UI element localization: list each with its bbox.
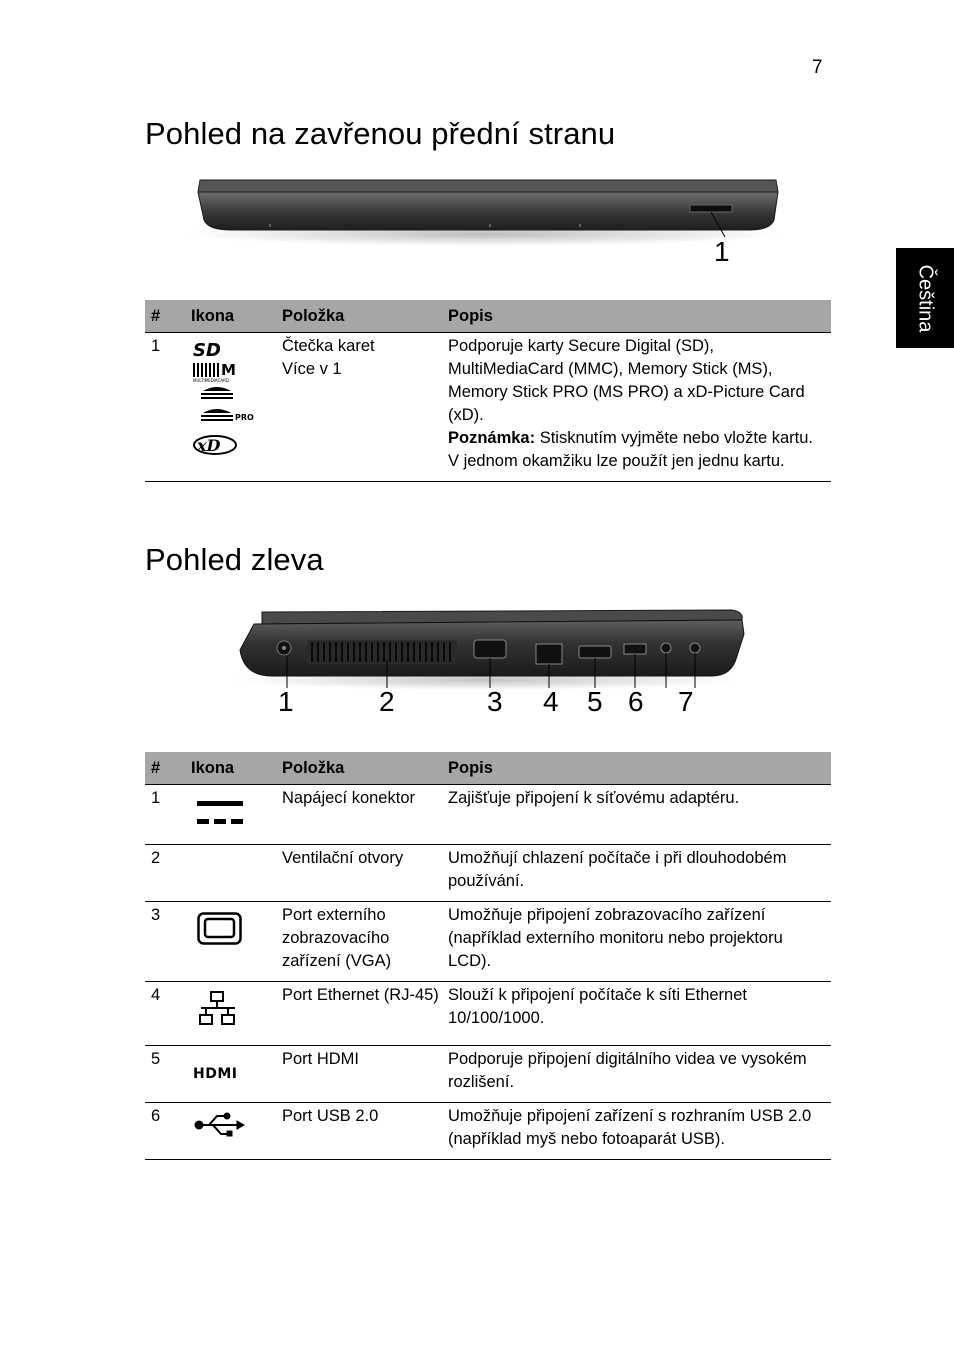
note-text: Stisknutím vyjměte nebo vložte kartu. V jednom okamžiku lze použít jen jednu kartu. (448, 429, 813, 470)
row-num: 5 (145, 1046, 191, 1103)
left-callout-6: 6 (628, 686, 644, 717)
svg-text:MULTIMEDIACARD: MULTIMEDIACARD (193, 378, 229, 383)
row-num: 2 (145, 845, 191, 902)
left-callout-5: 5 (587, 686, 603, 717)
table-row (145, 1103, 831, 1160)
row-item: Port USB 2.0 (282, 1103, 448, 1160)
item-name-line: Více v 1 (282, 360, 342, 378)
laptop-left-illustration (232, 600, 752, 695)
row-item: Ventilační otvory (282, 845, 448, 902)
left-callout-3: 3 (487, 686, 503, 717)
row-description: Podporuje připojení digitálního videa ve vysokém rozlišení. (448, 1046, 831, 1103)
left-callout-4: 4 (543, 686, 559, 717)
language-tab-label: Čeština (914, 264, 937, 332)
vga-port-icon (191, 902, 282, 982)
row-item: Port externího zobrazovacího zařízení (VGA) (282, 902, 448, 982)
hdmi-logo-icon (191, 1046, 282, 1103)
language-side-tab (896, 248, 954, 348)
svg-text:xD: xD (197, 436, 221, 455)
row-description: Umožňuje připojení zobrazovacího zařízení (například externího monitoru nebo projektoru LCD). (448, 902, 831, 982)
svg-text:M: M (221, 361, 236, 379)
item-name-line: Čtečka karet (282, 337, 375, 355)
left-callout-1: 1 (278, 686, 294, 717)
row-icon-empty (191, 845, 282, 902)
col-header-icon: Ikona (191, 300, 282, 333)
ethernet-network-icon (191, 982, 282, 1046)
row-item: Port HDMI (282, 1046, 448, 1103)
section-title-left: Pohled zleva (145, 542, 324, 577)
row-description: Slouží k připojení počítače k síti Ethernet 10/100/1000. (448, 982, 831, 1046)
row-num: 3 (145, 902, 191, 982)
svg-text:HDMI: HDMI (193, 1066, 238, 1082)
table-row (145, 845, 831, 902)
col-header-desc: Popis (448, 300, 831, 333)
table-row (145, 1046, 831, 1103)
dc-power-icon (191, 785, 282, 845)
row-description: Umožňuje připojení zařízení s rozhraním USB 2.0 (například myš nebo fotoaparát USB). (448, 1103, 831, 1160)
row-description: Podporuje karty Secure Digital (SD), MultiMediaCard (MMC), Memory Stick (MS), Memory Stick PRO (MS PRO) a xD-Picture Card (xD). (448, 337, 805, 424)
row-num: 4 (145, 982, 191, 1046)
row-description: Umožňují chlazení počítače i při dlouhodobém používání. (448, 845, 831, 902)
col-header-item: Položka (282, 300, 448, 333)
row-item: Napájecí konektor (282, 785, 448, 845)
row-num: 1 (145, 333, 191, 482)
svg-text:SD: SD (193, 340, 221, 361)
front-callout-1: 1 (714, 236, 730, 267)
note-label: Poznámka: (448, 429, 536, 447)
table-row (145, 902, 831, 982)
col-header-num: # (145, 752, 191, 785)
section-title-front: Pohled na zavřenou přední stranu (145, 116, 616, 151)
page-number: 7 (812, 57, 823, 78)
left-callout-2: 2 (379, 686, 395, 717)
row-num: 1 (145, 785, 191, 845)
laptop-front-illustration (190, 172, 790, 267)
row-description: Zajišťuje připojení k síťovému adaptéru. (448, 785, 831, 845)
usb-icon (191, 1103, 282, 1160)
svg-text:PRO: PRO (235, 413, 254, 422)
row-note (448, 427, 825, 473)
row-item: Port Ethernet (RJ-45) (282, 982, 448, 1046)
col-header-item: Položka (282, 752, 448, 785)
col-header-icon: Ikona (191, 752, 282, 785)
table-row (145, 333, 831, 482)
table-row (145, 982, 831, 1046)
table-row (145, 785, 831, 845)
card-reader-logos-icon (191, 333, 282, 482)
left-spec-table (145, 752, 831, 1160)
col-header-num: # (145, 300, 191, 333)
col-header-desc: Popis (448, 752, 831, 785)
row-num: 6 (145, 1103, 191, 1160)
front-spec-table (145, 300, 831, 482)
left-callout-7: 7 (678, 686, 694, 717)
